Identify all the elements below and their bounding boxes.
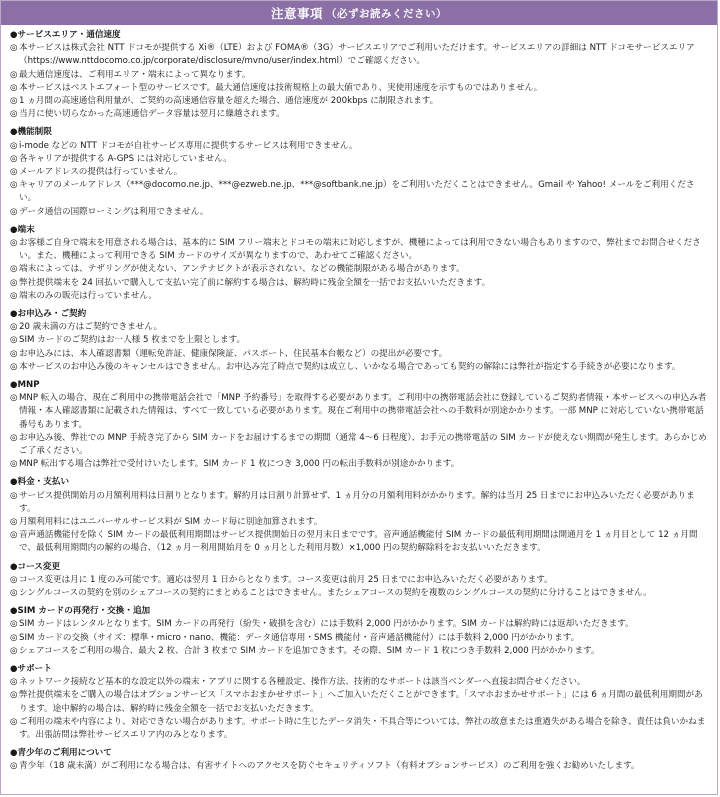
notice-section — [10, 126, 708, 218]
notice-item — [10, 42, 708, 68]
bullet-icon: ◎ — [10, 645, 18, 656]
notice-item-text: キャリアのメールアドレス（***@docomo.ne.jp、***@ezweb.ne.jp、***@softbank.ne.jp）をご利用いただくことはできません。Gmail や Yahoo! メールをご利用ください。 — [19, 180, 695, 204]
notice-item — [10, 618, 708, 631]
bullet-icon: ◎ — [10, 490, 18, 501]
notice-item — [10, 361, 708, 374]
section-title: ●コース変更 — [10, 561, 61, 572]
section-title: ●機能制限 — [10, 127, 52, 138]
bullet-icon: ◎ — [10, 432, 18, 443]
notice-item — [10, 529, 708, 555]
notice-item — [10, 290, 708, 303]
notice-item — [10, 490, 708, 516]
bullet-icon: ◎ — [10, 761, 18, 772]
bullet-icon: ◎ — [10, 140, 18, 151]
notice-item-text: サービス提供開始月の月額利用料は日割りとなります。解約月は日割り計算せず、1 ヵ月分の月額利用料がかかります。解約は当月 25 日までにお申込みいただく必要があります。 — [19, 490, 695, 514]
bullet-icon: ◎ — [10, 393, 18, 404]
notice-section — [10, 561, 708, 601]
bullet-icon: ◎ — [10, 96, 18, 106]
notice-item-text: 最大通信速度は、ご利用エリア・端末によって異なります。 — [19, 69, 251, 80]
notice-item-text: 月額利用料にはユニバーサルサービス料が SIM カード毎に別途加算されます。 — [19, 517, 323, 528]
notice-item-text: 本サービスは株式会社 NTT ドコモが提供する Xi®（LTE）および FOMA®（3G）サービスエリアでご利用いただけます。サービスエリアの詳細は NTT ドコモサービスエリア（https://www.nttdocomo.co.jp/corporate/disclosure/mvno/user/index.html）でご確認ください。 — [19, 43, 695, 67]
notice-item-text: ネットワーク接続など基本的な設定以外の端末・アプリに関する各種設定、操作方法、技術的なサポートは該当ベンダーへ直接お問合せください。 — [19, 677, 586, 688]
bullet-icon: ◎ — [10, 335, 18, 346]
notice-section — [10, 605, 708, 658]
bullet-icon: ◎ — [10, 588, 18, 599]
notice-item-text: MNP 転入の場合、現在ご利用中の携帯電話会社で「MNP 予約番号」を取得する必要があります。ご利用中の携帯電話会社に登録しているご契約者情報・本サービスへの申込み者情報・本人確認書類に記載された情報は、すべて一致している必要があります。現在ご利用中の携帯電話会社への手数料が別途かかります。一部 MNP に対応していない携帯電話番号もあります。 — [19, 393, 707, 430]
bullet-icon: ◎ — [10, 716, 18, 727]
notice-item-text: シェアコースをご利用の場合、最大 2 枚、合計 3 枚まで SIM カードを追加できます。その際、SIM カード 1 枚につき手数料 2,000 円がかかります。 — [19, 645, 600, 656]
bullet-icon: ◎ — [10, 677, 18, 688]
notice-item-text: 弊社提供端末をご購入の場合はオプションサービス「スマホおまかせサポート」へご加入いただくことができます。「スマホおまかせサポート」には 6 ヵ月間の最低利用期間があります。途中解約の場合は、解約時に残金全額を一括でお支払いただきます。 — [19, 690, 703, 714]
notice-item — [10, 516, 708, 529]
notice-item-text: 当月に使い切らなかった高速通信データ容量は翌月に繰越されます。 — [19, 109, 285, 120]
section-title: ●サポート — [10, 664, 52, 675]
notice-item — [10, 760, 708, 773]
notice-item-text: ご利用の端末や内容により、対応できない場合があります。サポート時に生じたデータ消失・不具合等については、弊社の故意または重過失がある場合を除き、責任は負いかねます。出張訪問は弊社サービスエリア内のみとなります。 — [19, 716, 706, 741]
notice-item — [10, 179, 708, 205]
notice-item-text: コース変更は月に 1 度のみ可能です。適応は翌月 1 日からとなります。コース変更は前月 25 日までにお申込みいただく必要があります。 — [19, 574, 553, 585]
notice-item-text: 20 歳未満の方はご契約できません。 — [19, 322, 163, 333]
notice-item — [10, 645, 708, 658]
notice-item — [10, 263, 708, 276]
notice-item-text: 各キャリアが提供する A-GPS には対応していません。 — [19, 153, 232, 164]
bullet-icon: ◎ — [10, 167, 18, 177]
bullet-icon: ◎ — [10, 238, 18, 248]
bullet-icon: ◎ — [10, 517, 18, 528]
notice-item-text: 1 ヵ月間の高速通信利用量が、ご契約の高速通信容量を超えた場合、通信速度が 200kbps に制限されます。 — [19, 96, 439, 106]
notice-section — [10, 308, 708, 374]
notice-section — [10, 476, 708, 555]
notice-item-text: SIM カードはレンタルとなります。SIM カードの再発行（紛失・破損を含む）には手数料 2,000 円がかかります。SIM カードは解約時には返却いただきます。 — [19, 619, 634, 630]
bullet-icon: ◎ — [10, 619, 18, 630]
bullet-icon: ◎ — [10, 690, 18, 701]
notice-item — [10, 166, 708, 179]
notice-item — [10, 321, 708, 334]
notice-item-text: i-mode などの NTT ドコモが自社サービス専用に提供するサービスは利用できません。 — [19, 140, 358, 151]
notice-item-text: 音声通話機能付を除く SIM カードの最低利用期間はサービス提供開始日の翌月末日までです。音声通話機能付 SIM カードの最低利用期間は開通月を 1 ヵ月目として 12 ヵ月間で、最低利用期間内の解約の場合、（12 ヵ月－利用開始月を 0 ヵ月とした利用月数）×1,000 円の契約解除料をお支払いいただきます。 — [19, 530, 698, 554]
notice-item — [10, 632, 708, 645]
notice-section — [10, 29, 708, 121]
notice-content — [1, 25, 717, 774]
bullet-icon: ◎ — [10, 290, 18, 301]
notice-item — [10, 716, 708, 742]
section-title: ●お申込み・ご契約 — [10, 309, 87, 320]
notice-item-text: MNP 転出する場合は弊社で受付けいたします。SIM カード 1 枚につき 3,000 円の転出手数料が別途かかります。 — [19, 459, 460, 470]
notice-item — [10, 348, 708, 361]
section-title: ●SIM カードの再発行・交換・追加 — [10, 606, 151, 617]
notice-item — [10, 277, 708, 290]
bullet-icon: ◎ — [10, 322, 18, 333]
section-title: ●サービスエリア・通信速度 — [10, 30, 121, 40]
notice-section — [10, 747, 708, 773]
notice-section — [10, 663, 708, 742]
bullet-icon: ◎ — [10, 264, 18, 275]
notice-item-text: 端末によっては、テザリングが使えない、アンテナピクトが表示されない、などの機能制限がある場合があります。 — [19, 264, 465, 275]
section-title: ●青少年のご利用について — [10, 748, 112, 759]
notice-item-text: SIM カードのご契約はお一人様 5 枚までを上限とします。 — [19, 335, 246, 346]
notice-item-text: お客様ご自身で端末を用意される場合は、基本的に SIM フリー端末とドコモの端末に対応しますが、機種によっては利用できない場合もありますので、弊社までお問合せください。また、機種によって利用できる SIM カードのサイズが異なりますので、あわせてご確認ください。 — [19, 238, 701, 262]
notice-item — [10, 108, 708, 121]
notice-item — [10, 153, 708, 166]
bullet-icon: ◎ — [10, 153, 18, 164]
notice-subtitle: （必ずお読みください） — [326, 7, 447, 20]
notice-item — [10, 206, 708, 219]
notice-item-text: 青少年（18 歳未満）がご利用になる場合は、有害サイトへのアクセスを防ぐセキュリティソフト（有料オプションサービス）のご利用を強くお勧めいたします。 — [19, 761, 640, 772]
bullet-icon: ◎ — [10, 277, 18, 288]
bullet-icon: ◎ — [10, 180, 18, 191]
bullet-icon: ◎ — [10, 69, 18, 80]
bullet-icon: ◎ — [10, 348, 18, 359]
notice-item-text: メールアドレスの提供は行っていません。 — [19, 167, 183, 177]
notice-title: 注意事項 — [270, 6, 323, 21]
notice-item-text: 端末のみの販売は行っていません。 — [19, 290, 158, 301]
bullet-icon: ◎ — [10, 361, 18, 372]
bullet-icon: ◎ — [10, 530, 18, 541]
notice-item-text: お申込み後、弊社での MNP 手続き完了から SIM カードをお届けするまでの期間（通常 4～6 日程度）、お手元の携帯電話の SIM カードが使えない期間が発生します。あらかじめご了承ください。 — [19, 432, 707, 457]
notice-item — [10, 69, 708, 82]
notice-header — [1, 1, 717, 25]
notice-item — [10, 689, 708, 715]
notice-item — [10, 237, 708, 263]
bullet-icon: ◎ — [10, 632, 18, 643]
notice-item — [10, 458, 708, 471]
section-title: ●端末 — [10, 224, 35, 235]
notice-section — [10, 379, 708, 471]
notice-item — [10, 676, 708, 689]
bullet-icon: ◎ — [10, 574, 18, 585]
notice-item — [10, 392, 708, 432]
notice-item-text: シングルコースの契約を別のシェアコースの契約にまとめることはできません。またシェアコースの契約を複数のシングルコースの契約に分けることはできません。 — [19, 588, 652, 599]
bullet-icon: ◎ — [10, 109, 18, 120]
section-title: ●料金・支払い — [10, 477, 70, 488]
notice-item — [10, 95, 708, 108]
notice-item-text: 本サービスはベストエフォート型のサービスです。最大通信速度は技術規格上の最大値であり、実使用速度を示すものではありません。 — [19, 82, 543, 93]
notice-section — [10, 224, 708, 303]
notice-item — [10, 334, 708, 347]
bullet-icon: ◎ — [10, 82, 18, 93]
notice-item-text: データ通信の国際ローミングは利用できません。 — [19, 206, 209, 217]
section-title: ●MNP — [10, 380, 40, 391]
bullet-icon: ◎ — [10, 43, 18, 54]
notice-item-text: お申込みには、本人確認書類（運転免許証、健康保険証、パスポート、住民基本台帳など）の提出が必要です。 — [19, 348, 448, 359]
notice-item-text: 本サービスのお申込み後のキャンセルはできません。お申込み完了時点で契約は成立し、いかなる場合であっても契約の解除には弊社が指定する手続きが必要になります。 — [19, 361, 681, 372]
notice-item — [10, 82, 708, 95]
notice-item — [10, 432, 708, 458]
bullet-icon: ◎ — [10, 206, 18, 217]
notice-item-text: 弊社提供端末を 24 回払いで購入して支払い完了前に解約する場合は、解約時に残金全額を一括でお支払いいただきます。 — [19, 277, 491, 288]
bullet-icon: ◎ — [10, 459, 18, 470]
notice-item — [10, 587, 708, 600]
notice-item-text: SIM カードの交換（サイズ：標準・micro・nano、機能：データ通信専用・SMS 機能付・音声通話機能付）には手数料 2,000 円がかかります。 — [19, 632, 580, 643]
notice-item — [10, 574, 708, 587]
notice-item — [10, 140, 708, 153]
